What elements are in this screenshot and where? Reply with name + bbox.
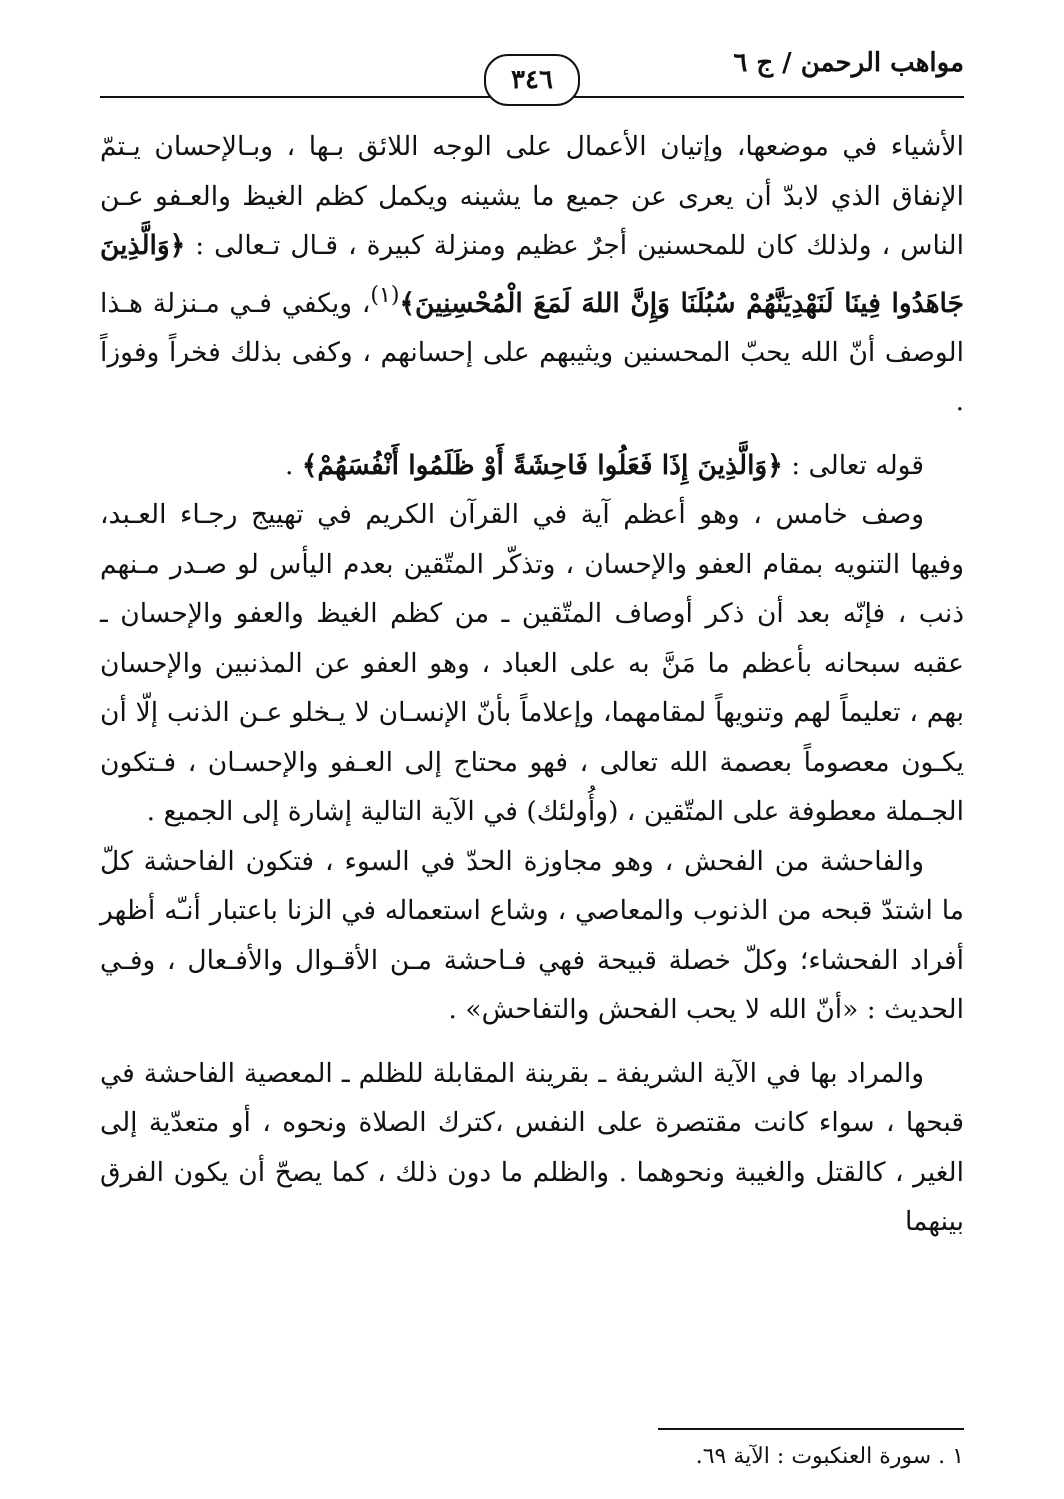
paragraph-3: وصف خامس ، وهو أعظم آية في القرآن الكريم في تهييج رجـاء العـبد، وفيها التنويه بمقام العفو والإحسان ، وتذكّر المتّقين بعدم اليأس لو صـدر مـنهم ذنب ، فإنّه بعد أن ذكر أوصاف المتّقين ـ من كظم الغيظ والعفو والإحسان ـ عقبه سبحانه بأعظم ما مَنَّ به على العباد ، وهو العفو عن المذنبين والإحسان بهم ، تعليماً لهم وتنويهاً لمقامهما، وإعلاماً بأنّ الإنسـان لا يـخلو عـن الذنب إلّا أن يكـون معصوماً بعصمة الله تعالى ، فهو محتاج إلى العـفو والإحسـان ، فـتكون الجـملة معطوفة على المتّقين ، (وأُولئك) في الآية التالية إشارة إلى الجميع .: [100, 499, 964, 828]
quran-verse: ﴿وَالَّذِينَ جَاهَدُوا فِينَا لَنَهْدِيَنَّهُمْ سُبُلَنَا وَإِنَّ اللهَ لَمَعَ الْمُحْسِنِينَ﴾: [100, 230, 965, 319]
paragraph-text: .: [284, 449, 302, 481]
paragraph-2: [100, 441, 964, 491]
page-number-badge: ٣٤٦: [484, 54, 580, 106]
quran-verse: ﴿وَالَّذِينَ إِذَا فَعَلُوا فَاحِشَةً أَوْ ظَلَمُوا أَنْفُسَهُمْ﴾: [301, 449, 783, 481]
running-title: مواهب الرحمن / ج ٦: [733, 48, 964, 78]
paragraph-text: ، ويكفي فـي مـنزلة هـذا الوصف أنّ الله يحبّ المحسنين ويثيبهم على إحسانهم ، وكفى بذلك فخراً وفوزاً .: [100, 287, 964, 418]
paragraph-text: قوله تعالى :: [782, 449, 924, 481]
footnote-reference: (١): [370, 282, 400, 308]
paragraph-text: الأشياء في موضعها، وإتيان الأعمال على الوجه اللائق بـها ، وبـالإحسان يـتمّ الإنفاق الذي لابدّ أن يعرى عن جميع ما يشينه ويكمل كظم الغيظ والعـفو عـن الناس ، ولذلك كان للمحسنين أجرٌ عظيم ومنزلة كبيرة ، قـال تـعالى :: [100, 131, 964, 261]
page-header: [100, 40, 964, 98]
footnote-divider: [658, 1428, 964, 1430]
paragraph-5: والمراد بها في الآية الشريفة ـ بقرينة المقابلة للظلم ـ المعصية الفاحشة في قبحها ، سواء كانت مقتصرة على النفس ،كترك الصلاة ونحوه ، أو متعدّية إلى الغير ، كالقتل والغيبة ونحوهما . والظلم ما دون ذلك ، كما يصحّ أن يكون الفرق بينهما: [100, 1057, 964, 1238]
paragraph-4: والفاحشة من الفحش ، وهو مجاوزة الحدّ في السوء ، فتكون الفاحشة كلّ ما اشتدّ قبحه من الذنوب والمعاصي ، وشاع استعماله في الزنا باعتبار أنـّه أظهر أفراد الفحشاء؛ وكلّ خصلة قبيحة فهي فـاحشة مـن الأقـوال والأفـعال ، وفـي الحديث : «أنّ الله لا يحب الفحش والتفاحش» .: [100, 845, 964, 1026]
footnote-1: ١ . سورة العنكبوت : الآية ٦٩.: [695, 1444, 964, 1469]
paragraph-1: [100, 122, 964, 427]
body-text: [100, 122, 964, 1247]
